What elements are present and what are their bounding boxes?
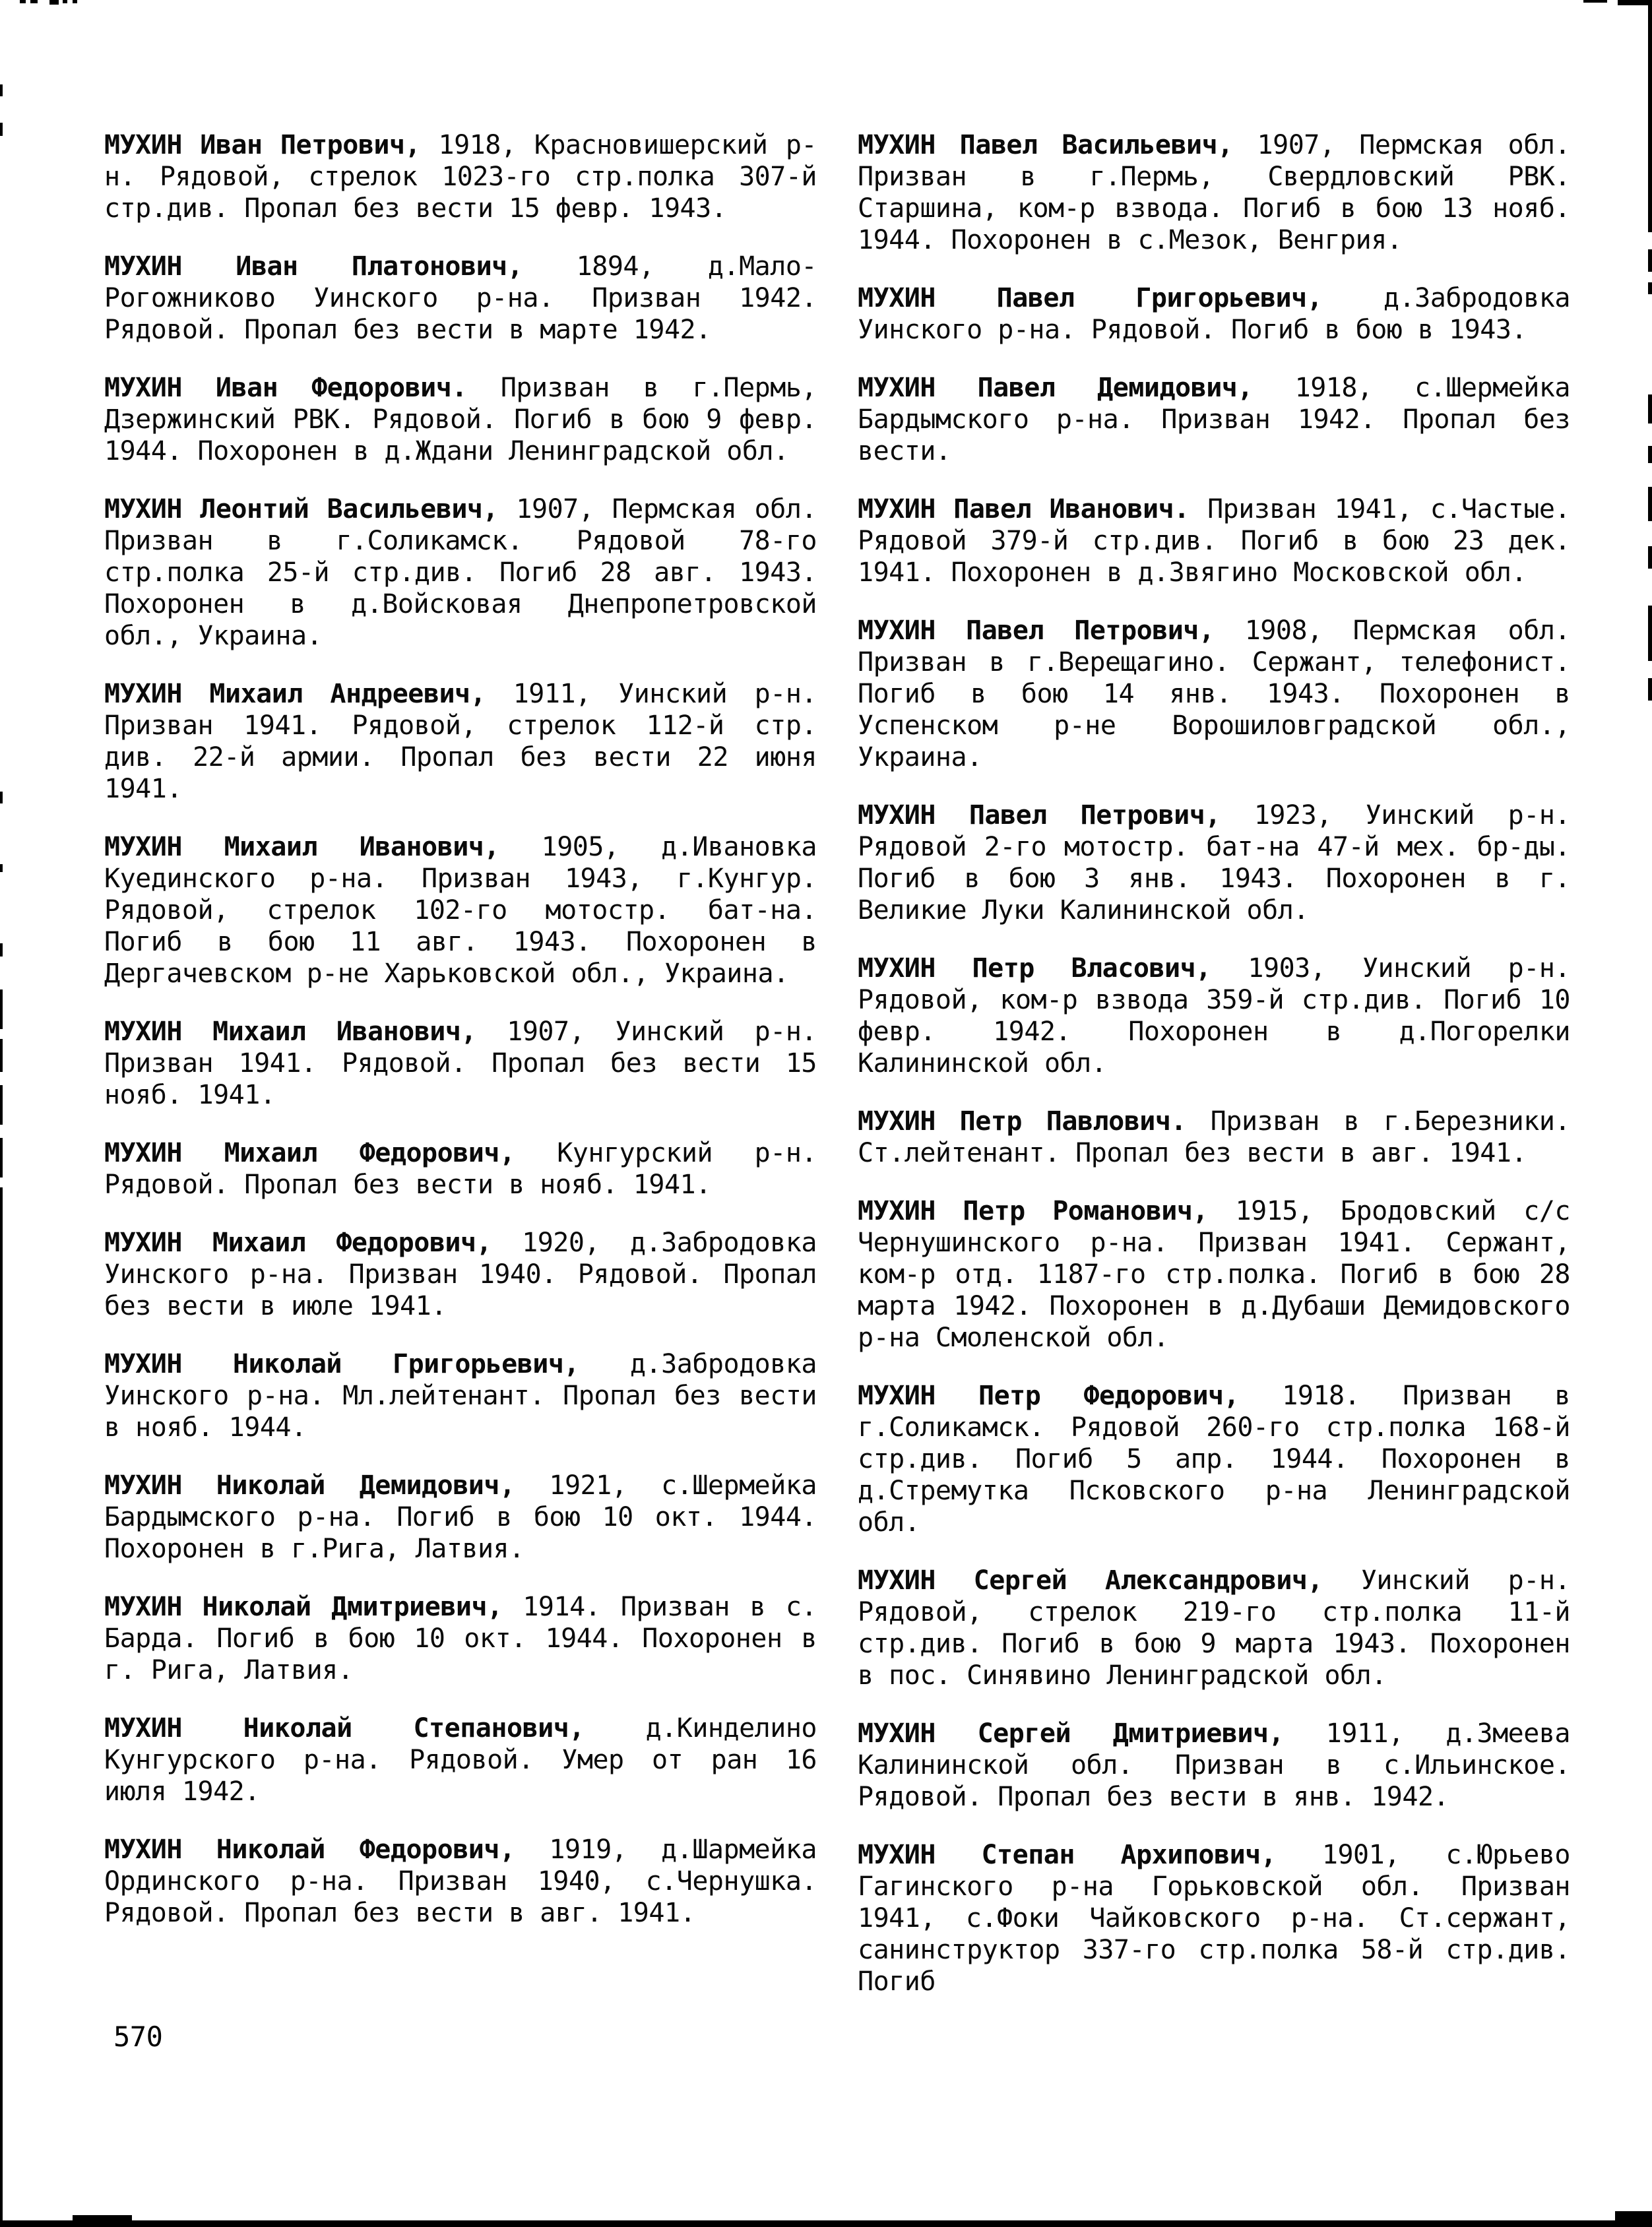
scan-artifact-left-edge (0, 84, 3, 96)
entry-details: 1907, Уинский р-н. Призван 1941. Рядовой. Пропал без вести 15 нояб. 1941. (104, 1017, 817, 1110)
entry-details: 1918, Красновишерский р-н. Рядовой, стрелок 1023-го стр.полка 307-й стр.див. Пропал без вести 15 февр. 1943. (104, 130, 817, 224)
scan-artifact-left-edge (0, 1085, 3, 1125)
memorial-entry (858, 372, 1570, 467)
entry-details: 1918. Призван в г.Соликамск. Рядовой 260-го стр.полка 168-й стр.див. Погиб 5 апр. 1944. Похоронен в д.Стремутка Псковского р-на Ленинградской обл. (858, 1381, 1571, 1538)
scan-artifact-left-edge (0, 1039, 3, 1072)
entry-details: Призван в г.Березники. Ст.лейтенант. Пропал без вести в авг. 1941. (858, 1106, 1570, 1168)
entry-details: 1915, Бродовский с/с Чернушинского р-на. Призван 1941. Сержант, ком-р отд. 1187-го стр.полка. Погиб в бою 28 марта 1942. Похоронен в д.Дубаши Демидовского р-на Смоленской обл. (858, 1196, 1570, 1353)
scan-artifact-top-corner (1618, 0, 1652, 5)
left-column (104, 129, 817, 1955)
entry-name: МУХИН Павел Петрович, (858, 615, 1215, 646)
entry-details: 1921, с.Шермейка Бардымского р-на. Погиб в бою 10 окт. 1944. Похоронен в г.Рига, Латвия. (104, 1470, 817, 1564)
entry-name: МУХИН Николай Федорович, (104, 1835, 515, 1865)
entry-name: МУХИН Павел Петрович, (858, 800, 1221, 831)
memorial-entry (858, 1195, 1570, 1354)
entry-details: д.Кинделино Кунгурского р-на. Рядовой. Умер от ран 16 июля 1942. (104, 1713, 817, 1807)
scan-artifact-right-edge (1648, 0, 1652, 232)
entry-details: 1920, д.Забродовка Уинского р-на. Призван 1940. Рядовой. Пропал без вести в июле 1941. (104, 1228, 817, 1321)
entry-name: МУХИН Петр Павлович. (858, 1106, 1187, 1137)
scan-artifact-top-dash (1583, 0, 1607, 3)
entry-details: 1905, д.Ивановка Куединского р-на. Призван 1943, г.Кунгур. Рядовой, стрелок 102-го мотостр. бат-на. Погиб в бою 11 авг. 1943. Похоронен в Дергачевском р-не Харьковской обл., Украина. (104, 832, 817, 989)
entry-details: 1914. Призван в с. Барда. Погиб в бою 10 окт. 1944. Похоронен в г. Рига, Латвия. (104, 1592, 817, 1685)
memorial-entry (858, 615, 1570, 773)
entry-name: МУХИН Иван Платонович, (104, 251, 523, 282)
scan-artifact-top-dash (20, 0, 26, 3)
scan-artifact-right-edge (1648, 446, 1652, 463)
entry-name: МУХИН Павел Васильевич, (858, 130, 1233, 160)
scan-artifact-left-edge (0, 1187, 3, 2227)
entry-name: МУХИН Николай Григорьевич, (104, 1349, 579, 1379)
entry-name: МУХИН Степан Архипович, (858, 1840, 1277, 1870)
memorial-entry (858, 282, 1570, 346)
entry-name: МУХИН Иван Федорович. (104, 373, 467, 403)
entry-details: 1911, д.Змеева Калининской обл. Призван в с.Ильинское. Рядовой. Пропал без вести в янв. 1942. (858, 1718, 1571, 1812)
scan-artifact-left-edge (0, 1138, 3, 1177)
entry-details: 1908, Пермская обл. Призван в г.Верещагино. Сержант, телефонист. Погиб в бою 14 янв. 1943. Похоронен в Успенском р-не Ворошиловградской обл., Украина. (858, 615, 1570, 772)
memorial-entry (858, 129, 1570, 256)
memorial-entry (104, 1470, 817, 1565)
entry-name: МУХИН Михаил Федорович, (104, 1138, 515, 1168)
scan-artifact-top-dash (49, 0, 59, 5)
entry-name: МУХИН Павел Демидович, (858, 373, 1253, 403)
entry-name: МУХИН Петр Власович, (858, 953, 1211, 984)
scan-artifact-right-edge (1648, 394, 1652, 423)
entry-name: МУХИН Леонтий Васильевич, (104, 494, 499, 524)
entry-details: Призван 1941, с.Частые. Рядовой 379-й стр.див. Погиб в бою 23 дек. 1941. Похоронен в д.Звягино Московской обл. (858, 494, 1570, 588)
entry-name: МУХИН Петр Романович, (858, 1196, 1209, 1226)
memorial-entry (858, 1839, 1570, 1997)
entry-name: МУХИН Михаил Иванович, (104, 832, 499, 862)
entry-name: МУХИН Сергей Дмитриевич, (858, 1718, 1285, 1749)
memorial-entry (104, 1227, 817, 1322)
memorial-entry (858, 1565, 1570, 1691)
memorial-entry (104, 1348, 817, 1443)
entry-details: 1894, д.Мало-Рогожниково Уинского р-на. Призван 1942. Рядовой. Пропал без вести в марте 1942. (104, 251, 817, 345)
memorial-entry (858, 1380, 1570, 1538)
memorial-entry (858, 493, 1570, 588)
entry-name: МУХИН Николай Степанович, (104, 1713, 585, 1743)
entry-details: 1923, Уинский р-н. Рядовой 2-го мотостр. бат-на 47-й мех. бр-ды. Погиб в бою 3 янв. 1943. Похоронен в г. Великие Луки Калининской обл. (858, 800, 1570, 925)
scan-artifact-right-edge (1648, 678, 1652, 701)
scan-artifact-right-edge (1648, 487, 1652, 521)
entry-details: 1903, Уинский р-н. Рядовой, ком-р взвода 359-й стр.див. Погиб 10 февр. 1942. Похоронен в д.Погорелки Калининской обл. (858, 953, 1571, 1079)
right-column (858, 129, 1570, 2024)
entry-details: 1907, Пермская обл. Призван в г.Пермь, Свердловский РВК. Старшина, ком-р взвода. Погиб в бою 13 нояб. 1944. Похоронен в с.Мезок, Венгрия. (858, 130, 1571, 255)
entry-details: Уинский р-н. Рядовой, стрелок 219-го стр.полка 11-й стр.див. Погиб в бою 9 марта 1943. Похоронен в пос. Синявино Ленинградской обл. (858, 1565, 1570, 1691)
memorial-entry (858, 953, 1570, 1079)
entry-details: Призван в г.Пермь, Дзержинский РВК. Рядовой. Погиб в бою 9 февр. 1944. Похоронен в д.Ждани Ленинградской обл. (104, 373, 817, 466)
scan-artifact-left-edge (0, 943, 3, 957)
scan-artifact-left-edge (0, 123, 3, 136)
memorial-entry (104, 1016, 817, 1111)
entry-name: МУХИН Михаил Федорович, (104, 1228, 492, 1258)
entry-name: МУХИН Павел Григорьевич, (858, 283, 1323, 313)
entry-name: МУХИН Николай Демидович, (104, 1470, 515, 1501)
scan-artifact-left-edge (0, 792, 3, 803)
entry-details: д.Забродовка Уинского р-на. Мл.лейтенант. Пропал без вести в нояб. 1944. (104, 1349, 817, 1443)
memorial-entry (858, 1106, 1570, 1169)
entry-details: Кунгурский р-н. Рядовой. Пропал без вести в нояб. 1941. (104, 1138, 817, 1200)
memorial-entry (104, 1591, 817, 1686)
scan-artifact-top-dash (73, 0, 77, 3)
scan-artifact-right-edge (1648, 606, 1652, 661)
entry-details: 1918, с.Шермейка Бардымского р-на. Призван 1942. Пропал без вести. (858, 373, 1570, 466)
memorial-entry (104, 1834, 817, 1929)
entry-details: 1919, д.Шармейка Ординского р-на. Призван 1940, с.Чернушка. Рядовой. Пропал без вести в авг. 1941. (104, 1835, 817, 1928)
memorial-entry (104, 493, 817, 652)
scan-artifact-right-edge (1648, 282, 1652, 294)
scan-artifact-top-dash (63, 0, 67, 3)
scan-artifact-right-edge (1648, 546, 1652, 569)
memorial-entry (858, 1718, 1570, 1813)
entry-details: 1911, Уинский р-н. Призван 1941. Рядовой, стрелок 112-й стр. див. 22-й армии. Пропал без вести 22 июня 1941. (104, 679, 817, 804)
memorial-entry (858, 800, 1570, 926)
entry-name: МУХИН Иван Петрович, (104, 130, 421, 160)
entry-name: МУХИН Павел Иванович. (858, 494, 1190, 524)
entry-name: МУХИН Сергей Александрович, (858, 1565, 1323, 1596)
scan-artifact-bottom-bump (73, 2215, 132, 2220)
memorial-entry (104, 1137, 817, 1201)
entry-name: МУХИН Петр Федорович, (858, 1381, 1240, 1411)
memorial-entry (104, 831, 817, 989)
memorial-entry (104, 251, 817, 346)
scan-artifact-top-dash (30, 0, 38, 3)
entry-details: 1901, с.Юрьево Гагинского р-на Горьковской обл. Призван 1941, с.Фоки Чайковского р-на. Ст.сержант, санинструктор 337-го стр.полка 58-й стр.див. Погиб (858, 1840, 1570, 1997)
scan-artifact-left-edge (0, 864, 3, 872)
scan-artifact-bottom-bump (1615, 2211, 1652, 2220)
entry-details: д.Забродовка Уинского р-на. Рядовой. Погиб в бою в 1943. (858, 283, 1570, 345)
entry-name: МУХИН Михаил Андреевич, (104, 679, 486, 709)
entry-name: МУХИН Николай Дмитриевич, (104, 1592, 503, 1622)
memorial-entry (104, 1712, 817, 1807)
entry-name: МУХИН Михаил Иванович, (104, 1017, 477, 1047)
memorial-entry (104, 372, 817, 467)
scan-artifact-right-edge (1648, 249, 1652, 272)
scan-artifact-left-edge (0, 989, 3, 1029)
page-number: 570 (113, 2021, 163, 2053)
memorial-entry (104, 129, 817, 224)
memorial-entry (104, 678, 817, 805)
scan-artifact-bottom-edge (0, 2220, 1652, 2227)
entry-details: 1907, Пермская обл. Призван в г.Соликамск. Рядовой 78-го стр.полка 25-й стр.див. Погиб 28 авг. 1943. Похоронен в д.Войсковая Днепропетровской обл., Украина. (104, 494, 817, 651)
